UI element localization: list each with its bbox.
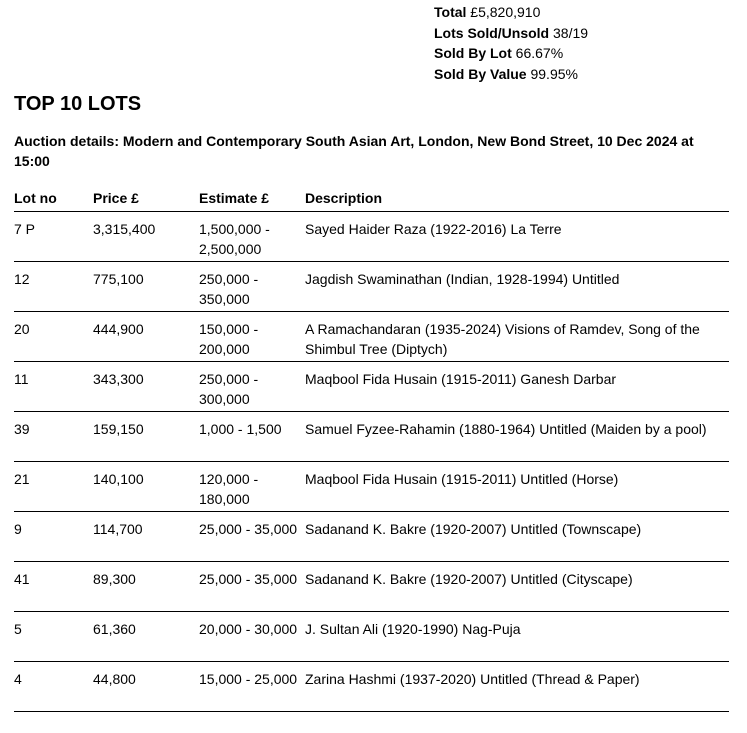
- top-lots-table: [14, 184, 729, 712]
- cell-price: 44,800: [93, 662, 199, 712]
- column-header-price: Price £: [93, 184, 199, 212]
- cell-description: Sadanand K. Bakre (1920-2007) Untitled (Townscape): [305, 512, 729, 562]
- total-label: Total: [434, 4, 467, 20]
- cell-price: 3,315,400: [93, 212, 199, 262]
- cell-estimate: 1,000 - 1,500: [199, 412, 305, 462]
- table-row: [14, 512, 729, 562]
- cell-estimate: 250,000 - 300,000: [199, 362, 305, 412]
- total-value: £5,820,910: [470, 4, 541, 20]
- sold-by-value-line: [434, 64, 588, 85]
- cell-lot-no: 4: [14, 662, 93, 712]
- column-header-lot-no: Lot no: [14, 184, 93, 212]
- table-row: [14, 212, 729, 262]
- cell-estimate: 25,000 - 35,000: [199, 562, 305, 612]
- cell-description: Maqbool Fida Husain (1915-2011) Untitled (Horse): [305, 462, 729, 512]
- lots-sold-unsold-value: 38/19: [553, 24, 589, 41]
- cell-description: Sayed Haider Raza (1922-2016) La Terre: [305, 212, 729, 262]
- cell-description: A Ramachandaran (1935-2024) Visions of Ramdev, Song of the Shimbul Tree (Diptych): [305, 312, 729, 362]
- cell-lot-no: 39: [14, 412, 93, 462]
- sold-by-lot-label: Sold By Lot: [434, 45, 512, 61]
- sold-by-lot-line: [434, 43, 588, 64]
- cell-lot-no: 12: [14, 262, 93, 312]
- cell-price: 159,150: [93, 412, 199, 462]
- cell-lot-no: 7 P: [14, 212, 93, 262]
- lots-sold-unsold-line: [434, 23, 588, 44]
- cell-description: Zarina Hashmi (1937-2020) Untitled (Thread & Paper): [305, 662, 729, 712]
- cell-price: 343,300: [93, 362, 199, 412]
- cell-lot-no: 20: [14, 312, 93, 362]
- column-header-description: Description: [305, 184, 729, 212]
- cell-lot-no: 11: [14, 362, 93, 412]
- cell-price: 61,360: [93, 612, 199, 662]
- sold-by-value-label: Sold By Value: [434, 65, 527, 82]
- cell-estimate: 20,000 - 30,000: [199, 612, 305, 662]
- auction-details: Auction details: Modern and Contemporary South Asian Art, London, New Bond Street, 10 Dec 2024 at 15:00: [14, 133, 694, 169]
- table-row: [14, 262, 729, 312]
- cell-estimate: 150,000 - 200,000: [199, 312, 305, 362]
- cell-lot-no: 21: [14, 462, 93, 512]
- sales-summary: [434, 2, 588, 84]
- cell-estimate: 120,000 - 180,000: [199, 462, 305, 512]
- table-header-row: [14, 184, 729, 212]
- sold-by-lot-value: 66.67%: [515, 45, 564, 61]
- table-row: [14, 662, 729, 712]
- lots-sold-unsold-label: Lots Sold/Unsold: [434, 24, 550, 41]
- cell-price: 140,100: [93, 462, 199, 512]
- cell-estimate: 250,000 - 350,000: [199, 262, 305, 312]
- cell-estimate: 1,500,000 - 2,500,000: [199, 212, 305, 262]
- cell-description: Samuel Fyzee-Rahamin (1880-1964) Untitled (Maiden by a pool): [305, 412, 729, 462]
- cell-price: 775,100: [93, 262, 199, 312]
- column-header-estimate: Estimate £: [199, 184, 305, 212]
- page-heading: TOP 10 LOTS: [14, 93, 142, 115]
- cell-description: Sadanand K. Bakre (1920-2007) Untitled (Cityscape): [305, 562, 729, 612]
- cell-lot-no: 41: [14, 562, 93, 612]
- sold-by-value-value: 99.95%: [530, 65, 578, 82]
- total-line: [434, 2, 588, 23]
- table-row: [14, 562, 729, 612]
- cell-description: Jagdish Swaminathan (Indian, 1928-1994) Untitled: [305, 262, 729, 312]
- table-row: [14, 612, 729, 662]
- cell-price: 444,900: [93, 312, 199, 362]
- table-row: [14, 412, 729, 462]
- table-row: [14, 362, 729, 412]
- cell-price: 114,700: [93, 512, 199, 562]
- cell-lot-no: 5: [14, 612, 93, 662]
- cell-price: 89,300: [93, 562, 199, 612]
- table-row: [14, 312, 729, 362]
- cell-estimate: 25,000 - 35,000: [199, 512, 305, 562]
- cell-description: J. Sultan Ali (1920-1990) Nag-Puja: [305, 612, 729, 662]
- table-row: [14, 462, 729, 512]
- cell-lot-no: 9: [14, 512, 93, 562]
- cell-estimate: 15,000 - 25,000: [199, 662, 305, 712]
- cell-description: Maqbool Fida Husain (1915-2011) Ganesh Darbar: [305, 362, 729, 412]
